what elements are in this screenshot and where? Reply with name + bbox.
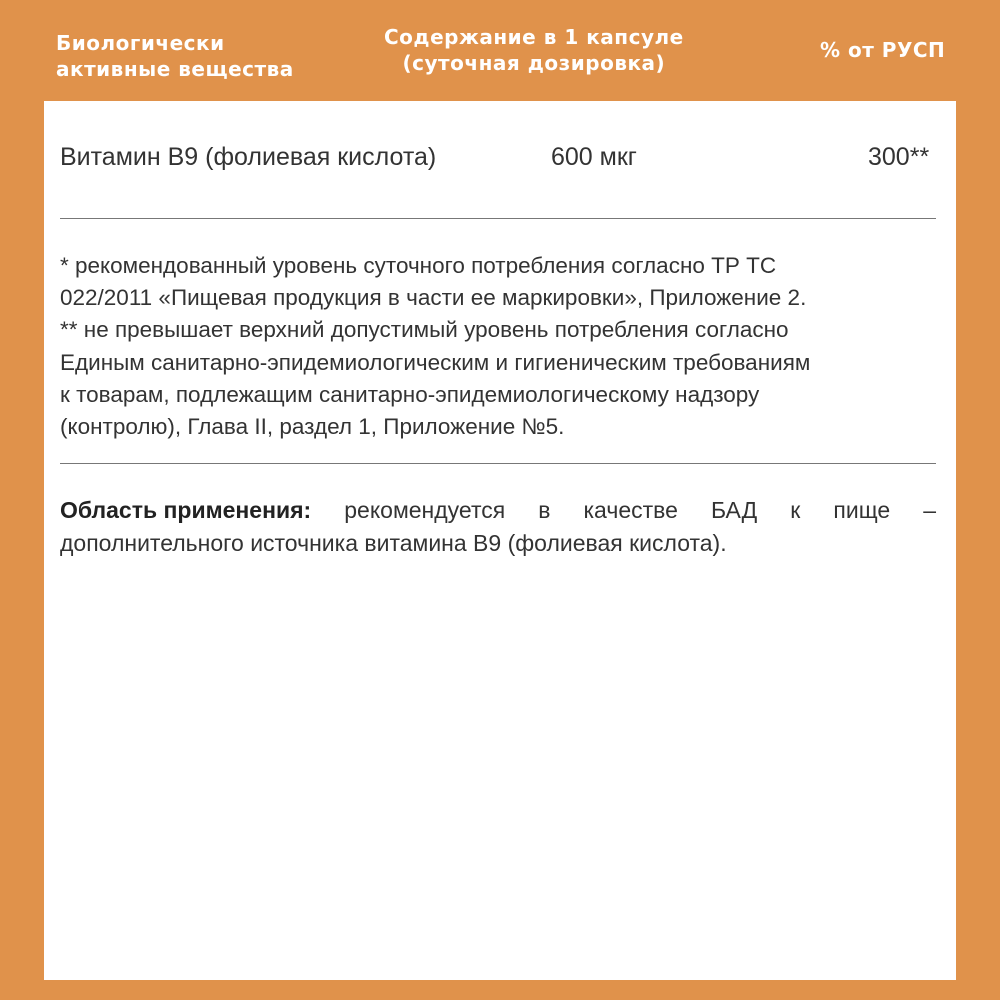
usage-line1 [60,494,936,527]
usage-word: рекомендуется [344,497,506,523]
usage-word: БАД [710,497,758,523]
usage-line2: дополнительного источника витамина B9 (фолиевая кислота). [60,529,727,556]
usage-section [60,494,936,559]
content-panel [44,101,956,980]
footnotes [60,250,940,443]
header-percent-rusp: % от РУСП [820,38,946,62]
nutrient-name: Витамин B9 (фолиевая кислота) [60,143,437,171]
usage-word: в [538,497,551,523]
usage-word: – [923,497,936,523]
footnote-line: * рекомендованный уровень суточного потребления согласно ТР ТС [60,253,777,278]
header-active-substances [56,30,294,82]
footnote-line: 022/2011 «Пищевая продукция в части ее маркировки», Приложение 2. [60,285,807,311]
header-col2-line2: (суточная дозировка) [402,51,666,75]
nutrient-amount: 600 мкг [551,143,637,171]
footnote-line: ** не превышает верхний допустимый уровень потребления согласно [60,317,789,343]
divider [60,463,936,464]
header-col1-line2: активные вещества [56,57,294,81]
footnote-line: Единым санитарно-эпидемиологическим и гигиеническим требованиям [60,349,811,375]
header-col1-line1: Биологически [56,31,225,55]
header-col2-line1: Содержание в 1 капсуле [384,25,684,49]
usage-label: Область применения: [60,497,312,523]
usage-word: к [790,497,801,523]
divider [60,218,936,219]
footnote-line: (контролю), Глава II, раздел 1, Приложение №5. [60,414,565,440]
usage-word: качестве [583,497,678,523]
header-content-per-capsule [384,24,684,76]
nutrient-percent: 300** [868,143,930,171]
usage-word: пище [833,497,891,523]
footnote-line: к товарам, подлежащим санитарно-эпидемиологическому надзору [60,381,760,407]
